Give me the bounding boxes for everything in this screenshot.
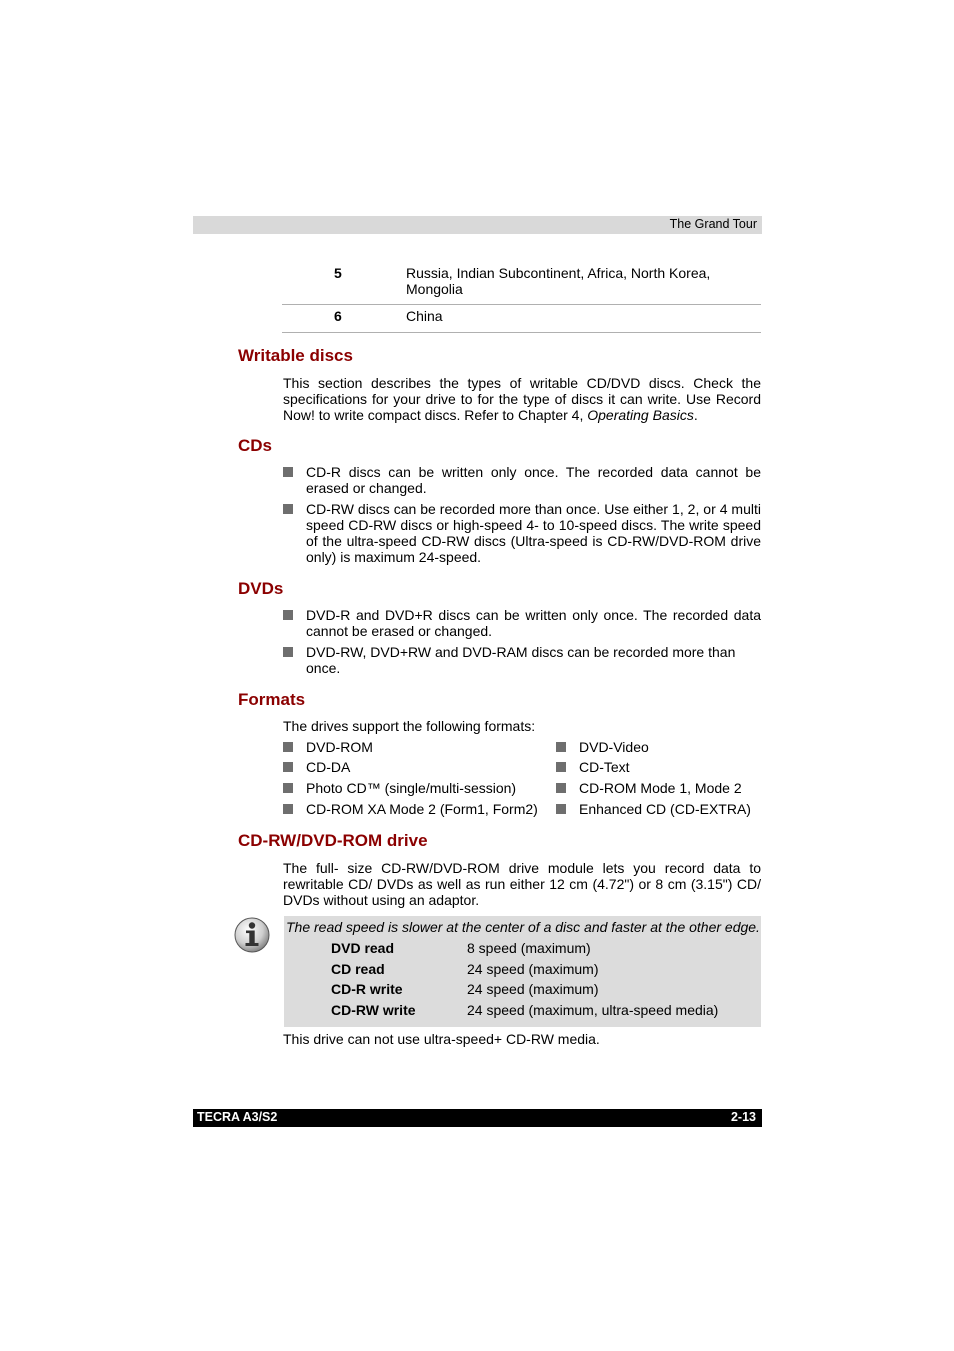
- region-table: [282, 258, 761, 333]
- region-code: 5: [334, 265, 342, 281]
- model-name: TECRA A3/S2: [197, 1110, 278, 1124]
- format-item: [556, 759, 630, 775]
- table-row: [282, 305, 761, 333]
- speed-label: CD-RW write: [331, 1002, 416, 1018]
- list-item-text: DVD-RW, DVD+RW and DVD-RAM discs can be recorded more than once.: [306, 644, 736, 676]
- format-item: [283, 759, 350, 775]
- note-text: The read speed is slower at the center of a disc and faster at the other edge.: [286, 919, 760, 935]
- body-text-end: .: [693, 407, 698, 423]
- bullet-square-icon: [283, 762, 293, 772]
- cds-heading: CDs: [238, 436, 273, 455]
- bullet-square-icon: [283, 742, 293, 752]
- list-item: [283, 644, 761, 676]
- format-label: Enhanced CD (CD-EXTRA): [579, 801, 751, 817]
- drive-heading: CD-RW/DVD-ROM drive: [238, 831, 428, 850]
- bullet-square-icon: [283, 467, 293, 477]
- list-item: [283, 464, 761, 496]
- bullet-square-icon: [283, 610, 293, 620]
- bullet-square-icon: [556, 783, 566, 793]
- format-item: [283, 780, 516, 796]
- speed-label: CD-R write: [331, 981, 403, 997]
- chapter-reference: Operating Basics: [587, 407, 694, 423]
- list-item-text: CD-RW discs can be recorded more than once. Use either 1, 2, or 4 multi speed CD-RW discs or high-speed 4- to 10-speed discs. The write speed of the ultra-speed CD-RW discs (Ultra-speed is CD-RW/DVD-ROM drive only) is maximum 24-speed.: [306, 501, 761, 565]
- bullet-square-icon: [556, 804, 566, 814]
- bullet-square-icon: [283, 804, 293, 814]
- bullet-square-icon: [283, 504, 293, 514]
- list-item: [283, 501, 761, 565]
- bullet-square-icon: [283, 647, 293, 657]
- footer-bar: [193, 1109, 762, 1127]
- page-number: 2-13: [730, 1110, 756, 1124]
- format-item: [556, 801, 751, 817]
- format-item: [283, 801, 538, 817]
- speed-value: 24 speed (maximum, ultra-speed media): [467, 1002, 719, 1018]
- region-name: Russia, Indian Subcontinent, Africa, North Korea, Mongolia: [406, 265, 711, 297]
- writable-discs-body: [283, 375, 761, 423]
- header-bar: [193, 216, 762, 234]
- chapter-title: The Grand Tour: [669, 217, 757, 231]
- speed-label: CD read: [331, 961, 385, 977]
- format-label: CD-DA: [306, 759, 351, 775]
- body-text: This section describes the types of writable CD/DVD discs. Check the specifications for your drive to for the type of discs it can write. Use Record Now! to write compact discs. Refer to Chapter 4,: [283, 375, 761, 423]
- speed-value: 24 speed (maximum): [467, 961, 599, 977]
- format-label: CD-ROM Mode 1, Mode 2: [579, 780, 742, 796]
- region-code: 6: [334, 308, 342, 324]
- bullet-square-icon: [283, 783, 293, 793]
- format-label: DVD-Video: [579, 739, 649, 755]
- formats-heading: Formats: [238, 690, 306, 709]
- drive-closing: This drive can not use ultra-speed+ CD-RW media.: [283, 1031, 600, 1047]
- speed-value: 8 speed (maximum): [467, 940, 591, 956]
- info-icon: [233, 916, 271, 954]
- format-label: DVD-ROM: [306, 739, 373, 755]
- formats-intro: The drives support the following formats:: [283, 718, 536, 734]
- note-box: [284, 916, 761, 1027]
- bullet-square-icon: [556, 762, 566, 772]
- speed-label: DVD read: [331, 940, 395, 956]
- list-item-text: DVD-R and DVD+R discs can be written only once. The recorded data cannot be erased or changed.: [306, 607, 761, 639]
- list-item-text: CD-R discs can be written only once. The recorded data cannot be erased or changed.: [306, 464, 761, 496]
- drive-body: The full- size CD-RW/DVD-ROM drive module lets you record data to rewritable CD/ DVDs as well as run either 12 cm (4.72") or 8 cm (3.15") CD/ DVDs without using an adaptor.: [283, 860, 761, 908]
- format-item: [283, 739, 373, 755]
- format-item: [556, 780, 742, 796]
- region-name: China: [406, 308, 443, 324]
- speed-value: 24 speed (maximum): [467, 981, 599, 997]
- dvds-heading: DVDs: [238, 579, 284, 598]
- format-item: [556, 739, 649, 755]
- format-label: Photo CD™ (single/multi-session): [306, 780, 517, 796]
- list-item: [283, 607, 761, 639]
- bullet-square-icon: [556, 742, 566, 752]
- writable-discs-heading: Writable discs: [238, 346, 353, 365]
- table-row: [282, 258, 761, 305]
- format-label: CD-Text: [579, 759, 630, 775]
- format-label: CD-ROM XA Mode 2 (Form1, Form2): [306, 801, 538, 817]
